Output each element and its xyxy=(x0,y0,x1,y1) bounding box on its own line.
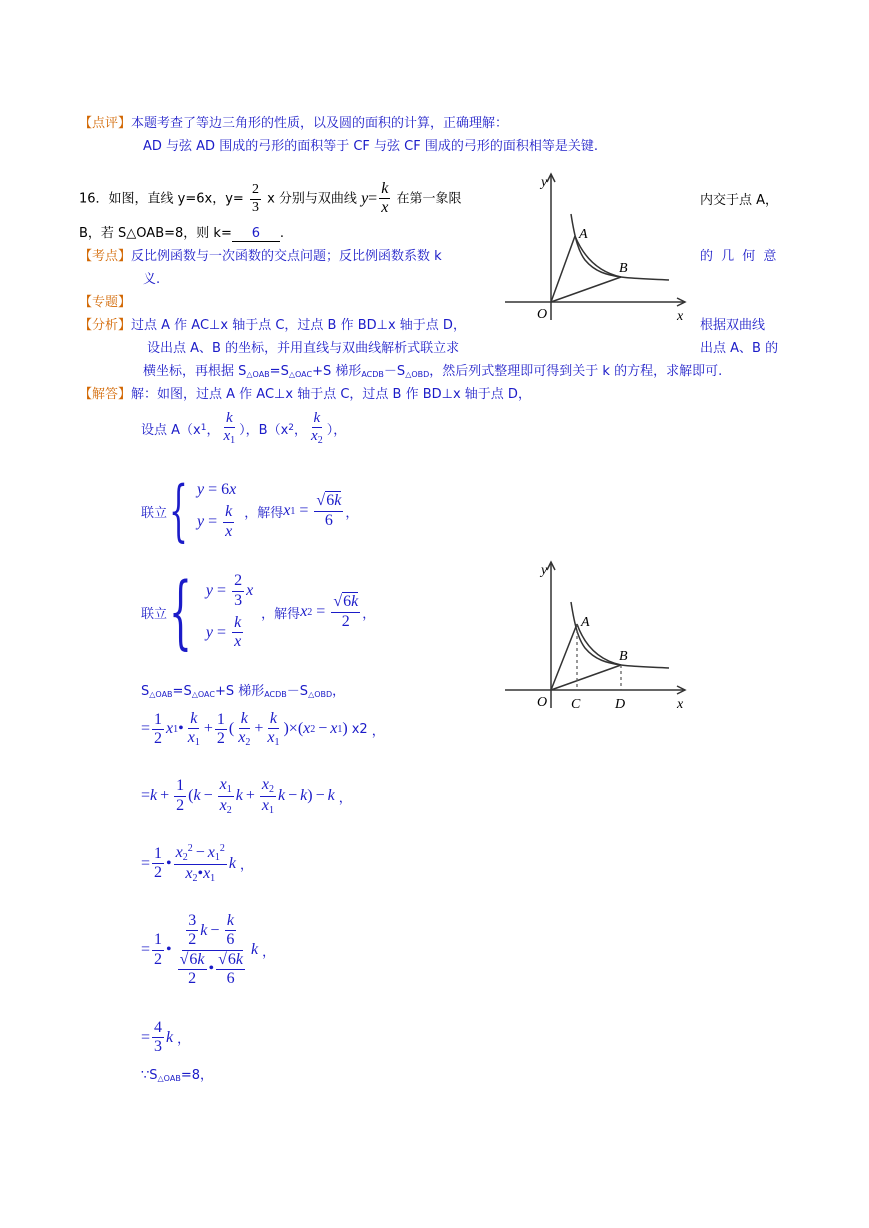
fenxi-block xyxy=(79,314,466,333)
graph2-d-label: D xyxy=(615,697,626,712)
graph2-o-label: O xyxy=(537,695,548,710)
zhuanti-tag: 【专题】 xyxy=(79,295,132,310)
fenxi-line3: 横坐标，再根据 S△OAB=S△OAC+S 梯形ACDB－S△OBD，然后列式整理即可得到关于 k 的方程，求解即可. xyxy=(143,364,723,379)
fenxi-line1-right: 根据双曲线 xyxy=(700,318,766,333)
graph-2 xyxy=(505,556,695,716)
review-block xyxy=(79,112,508,131)
jieda-tag: 【解答】 xyxy=(79,387,132,402)
graph2-x-label: x xyxy=(677,697,684,712)
jieda-block xyxy=(79,383,531,402)
equation-1: = $\frac{1}{2}$ x 1 • $\frac{k}{x_1}$ + $\frac{1}{2}$ ( $\frac{k}{x_2}$ + $\frac{k}{x_1}$ )×( x 2 − x 1 ) x2 ， xyxy=(141,710,385,749)
graph1-y-label: y xyxy=(541,175,548,190)
graph2-b-label: B xyxy=(619,649,628,664)
equation-3: = $\frac{1}{2}$ • $\frac{x_2^2 - x_1^2}{x_2•x_1}$ k ， xyxy=(141,843,254,884)
line-ob xyxy=(551,665,621,690)
fenxi-line1: 过点 A 作 AC⊥x 轴于点 C，过点 B 作 BD⊥x 轴于点 D， xyxy=(131,318,466,333)
equation-2: = k + $\frac{1}{2}$ ( k − $\frac{x_1}{x_2}$ k + $\frac{x_2}{x_1}$ k − k ) − k ， xyxy=(141,776,352,816)
problem-line2: B，若 S△OAB=8，则 k= 6 . xyxy=(79,226,284,241)
fenxi-line2-right: 出点 A、B 的 xyxy=(700,341,779,356)
kaodian-text-cont: 义. xyxy=(143,272,161,287)
line-oa xyxy=(551,236,575,302)
graph1-x-label: x xyxy=(677,309,684,324)
problem-statement xyxy=(79,180,461,218)
graph2-y-label: y xyxy=(541,563,548,578)
set-points-line: 设点 A（x 1 ， $\frac{k}{x_1}$ ），B（x 2 ， $\frac{k}{x_2}$ ）， xyxy=(141,410,347,447)
review-line1: 本题考查了等边三角形的性质，以及圆的面积的计算，正确理解： xyxy=(131,116,509,131)
system-2: 联立 { y = $\frac{2}{3}$ x y = $\frac{k}{x}$ ，解得 x 2 = $\frac{√6k}{2}$ ， xyxy=(141,565,376,658)
kaodian-text-right: 的 几 何 意 xyxy=(700,249,777,264)
review-tag: 【点评】 xyxy=(79,116,132,131)
kaodian-tag: 【考点】 xyxy=(79,249,132,264)
equation-5: = $\frac{4}{3}$ k ， xyxy=(141,1019,191,1056)
review-line2: AD 与弦 AD 围成的弓形的面积等于 CF 与弦 CF 围成的弓形的面积相等是关键. xyxy=(143,139,598,154)
graph2-c-label: C xyxy=(571,697,581,712)
graph2-a-label: A xyxy=(581,615,590,630)
problem-mid: x 分别与双曲线 xyxy=(267,191,357,207)
fraction-two-thirds: $\frac{2}{3}$ xyxy=(251,182,259,215)
answer-blank: 6 xyxy=(232,226,280,242)
fenxi-line2: 设出点 A、B 的坐标，并用直线与双曲线解析式联立求 xyxy=(147,341,460,356)
equation-4: = $\frac{1}{2}$ • $\frac{3}{2}$ k − $\frac{k}{6}$ $\frac{√6k}{2}$ • $\frac{√6k}{6}$ k ， xyxy=(141,912,276,988)
kaodian-block xyxy=(79,245,442,264)
curve-equation: y= $\frac{k}{x}$ xyxy=(361,180,389,217)
line-ob xyxy=(551,277,621,302)
system-1: 联立 { y = 6x y = $\frac{k}{x}$ ，解得 x 1 = $\frac{√6k}{6}$ ， xyxy=(141,472,359,549)
jieda-intro: 解：如图，过点 A 作 AC⊥x 轴于点 C，过点 B 作 BD⊥x 轴于点 D， xyxy=(131,387,531,402)
graph1-o-label: O xyxy=(537,307,548,322)
problem-right-end: 内交于点 A， xyxy=(700,193,779,208)
fenxi-tag: 【分析】 xyxy=(79,318,132,333)
area-relation: S△OAB=S△OAC+S 梯形ACDB－S△OBD， xyxy=(141,684,346,699)
graph1-a-label: A xyxy=(579,227,588,242)
graph1-b-label: B xyxy=(619,261,628,276)
line-oa xyxy=(551,624,577,690)
since-line: ∵S△OAB=8， xyxy=(141,1068,213,1083)
problem-number: 16．如图，直线 y=6x，y= xyxy=(79,191,244,207)
graph-1 xyxy=(505,168,695,328)
problem-after: 在第一象限 xyxy=(396,191,462,207)
kaodian-text: 反比例函数与一次函数的交点问题；反比例函数系数 k xyxy=(131,249,442,264)
